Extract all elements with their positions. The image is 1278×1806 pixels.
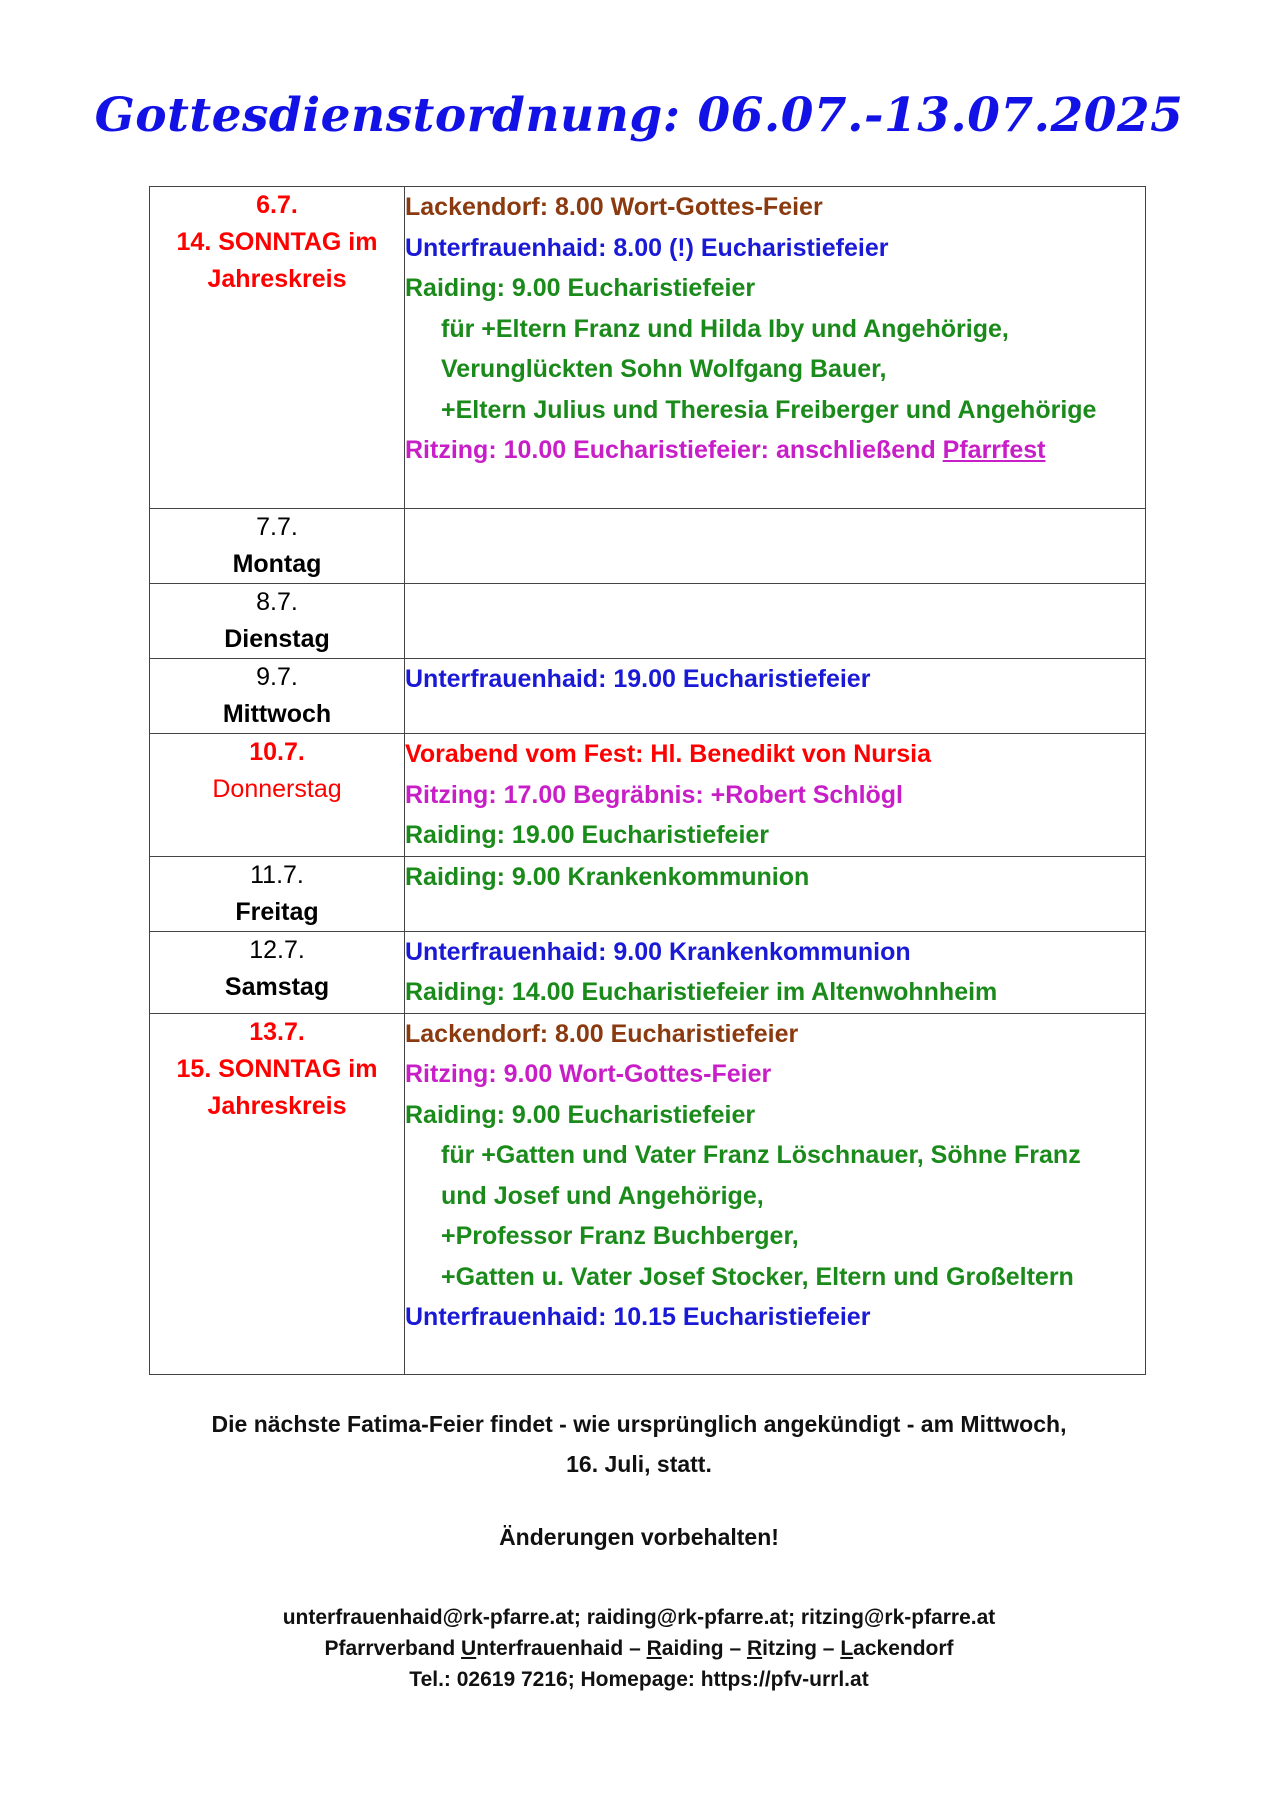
tel-homepage: Tel.: 02619 7216; Homepage: https://pfv-urrl.at bbox=[409, 1668, 869, 1691]
day-name: 14. SONNTAG im bbox=[176, 228, 378, 256]
date-label: 7.7. bbox=[256, 513, 298, 541]
event-intention: +Professor Franz Buchberger, bbox=[441, 1222, 799, 1250]
event-line: Raiding: 19.00 Eucharistiefeier bbox=[405, 821, 770, 849]
day-row-0713 bbox=[150, 1013, 1146, 1374]
day-name: Freitag bbox=[235, 897, 319, 926]
event-line: Vorabend vom Fest: Hl. Benedikt von Nursia bbox=[405, 740, 932, 768]
event-line: Raiding: 14.00 Eucharistiefeier im Altenwohnheim bbox=[405, 978, 998, 1006]
events-cell bbox=[405, 509, 1146, 584]
event-line: Unterfrauenhaid: 19.00 Eucharistiefeier bbox=[405, 665, 871, 693]
events-cell bbox=[405, 659, 1146, 734]
event-line: Lackendorf: 8.00 Wort-Gottes-Feier bbox=[405, 193, 823, 221]
events-cell bbox=[405, 584, 1146, 659]
date-cell bbox=[150, 734, 405, 857]
event-line: Raiding: 9.00 Eucharistiefeier bbox=[405, 274, 756, 302]
event-text: Ritzing: 10.00 Eucharistiefeier: anschließend bbox=[405, 436, 943, 464]
events-cell bbox=[405, 931, 1146, 1013]
events-cell bbox=[405, 734, 1146, 857]
date-label: 13.7. bbox=[249, 1017, 305, 1046]
day-name-cont: Jahreskreis bbox=[207, 265, 347, 293]
day-row-0711 bbox=[150, 856, 1146, 931]
date-cell bbox=[150, 931, 405, 1013]
event-line: Unterfrauenhaid: 10.15 Eucharistiefeier bbox=[405, 1303, 871, 1331]
event-line: Unterfrauenhaid: 8.00 (!) Eucharistiefeier bbox=[405, 233, 889, 262]
fatima-notice-line1: Die nächste Fatima-Feier findet - wie ursprünglich angekündigt - am Mittwoch, bbox=[211, 1411, 1067, 1437]
date-cell bbox=[150, 856, 405, 931]
event-intention: für +Eltern Franz und Hilda Iby und Angehörige, bbox=[441, 314, 1009, 343]
date-cell bbox=[150, 187, 405, 509]
date-label: 6.7. bbox=[256, 191, 298, 219]
day-name: Samstag bbox=[224, 972, 330, 1001]
fatima-notice-line2: 16. Juli, statt. bbox=[566, 1451, 712, 1477]
event-intention: und Josef und Angehörige, bbox=[441, 1181, 764, 1210]
fatima-notice bbox=[0, 1404, 1278, 1484]
date-label: 8.7. bbox=[256, 588, 298, 616]
day-name: Donnerstag bbox=[212, 775, 342, 803]
events-cell bbox=[405, 1013, 1146, 1374]
day-name-cont: Jahreskreis bbox=[207, 1091, 347, 1120]
event-line: Ritzing: 17.00 Begräbnis: +Robert Schlögl bbox=[405, 780, 903, 809]
day-row-0710 bbox=[150, 734, 1146, 857]
day-row-0706 bbox=[150, 187, 1146, 509]
event-intention: +Eltern Julius und Theresia Freiberger und Angehörige bbox=[441, 395, 1097, 424]
day-name: Dienstag bbox=[224, 625, 330, 653]
event-line: Raiding: 9.00 Krankenkommunion bbox=[405, 862, 810, 891]
event-intention: für +Gatten und Vater Franz Löschnauer, Söhne Franz bbox=[441, 1141, 1081, 1169]
page-title: Gottesdienstordnung: 06.07.-13.07.2025 bbox=[94, 88, 1184, 143]
date-label: 9.7. bbox=[256, 663, 298, 691]
event-line bbox=[405, 430, 1145, 471]
day-row-0712 bbox=[150, 931, 1146, 1013]
event-intention: +Gatten u. Vater Josef Stocker, Eltern und Großeltern bbox=[441, 1262, 1074, 1291]
date-label: 10.7. bbox=[249, 738, 305, 766]
date-label: 11.7. bbox=[250, 860, 304, 889]
parish-association: Pfarrverband Unterfrauenhaid – Raiding – Ritzing – Lackendorf bbox=[324, 1637, 954, 1660]
date-cell bbox=[150, 509, 405, 584]
day-row-0708 bbox=[150, 584, 1146, 659]
date-cell bbox=[150, 1013, 405, 1374]
contact-block bbox=[0, 1602, 1278, 1695]
date-label: 12.7. bbox=[249, 935, 305, 964]
pfarrfest-link: Pfarrfest bbox=[942, 436, 1046, 464]
day-name: 15. SONNTAG im bbox=[176, 1054, 378, 1083]
date-cell bbox=[150, 584, 405, 659]
day-row-0707 bbox=[150, 509, 1146, 584]
event-line: Raiding: 9.00 Eucharistiefeier bbox=[405, 1100, 756, 1129]
date-cell bbox=[150, 659, 405, 734]
event-line: Unterfrauenhaid: 9.00 Krankenkommunion bbox=[405, 937, 911, 966]
events-cell bbox=[405, 187, 1146, 509]
event-line: Lackendorf: 8.00 Eucharistiefeier bbox=[405, 1019, 799, 1048]
day-row-0709 bbox=[150, 659, 1146, 734]
events-cell bbox=[405, 856, 1146, 931]
day-name: Montag bbox=[232, 550, 322, 578]
changes-reserved: Änderungen vorbehalten! bbox=[499, 1524, 779, 1550]
event-intention: Verunglückten Sohn Wolfgang Bauer, bbox=[441, 355, 887, 383]
contact-emails: unterfrauenhaid@rk-pfarre.at; raiding@rk-pfarre.at; ritzing@rk-pfarre.at bbox=[282, 1606, 996, 1629]
day-name: Mittwoch bbox=[222, 700, 332, 728]
event-line: Ritzing: 9.00 Wort-Gottes-Feier bbox=[405, 1060, 772, 1088]
schedule-table bbox=[149, 186, 1146, 1375]
